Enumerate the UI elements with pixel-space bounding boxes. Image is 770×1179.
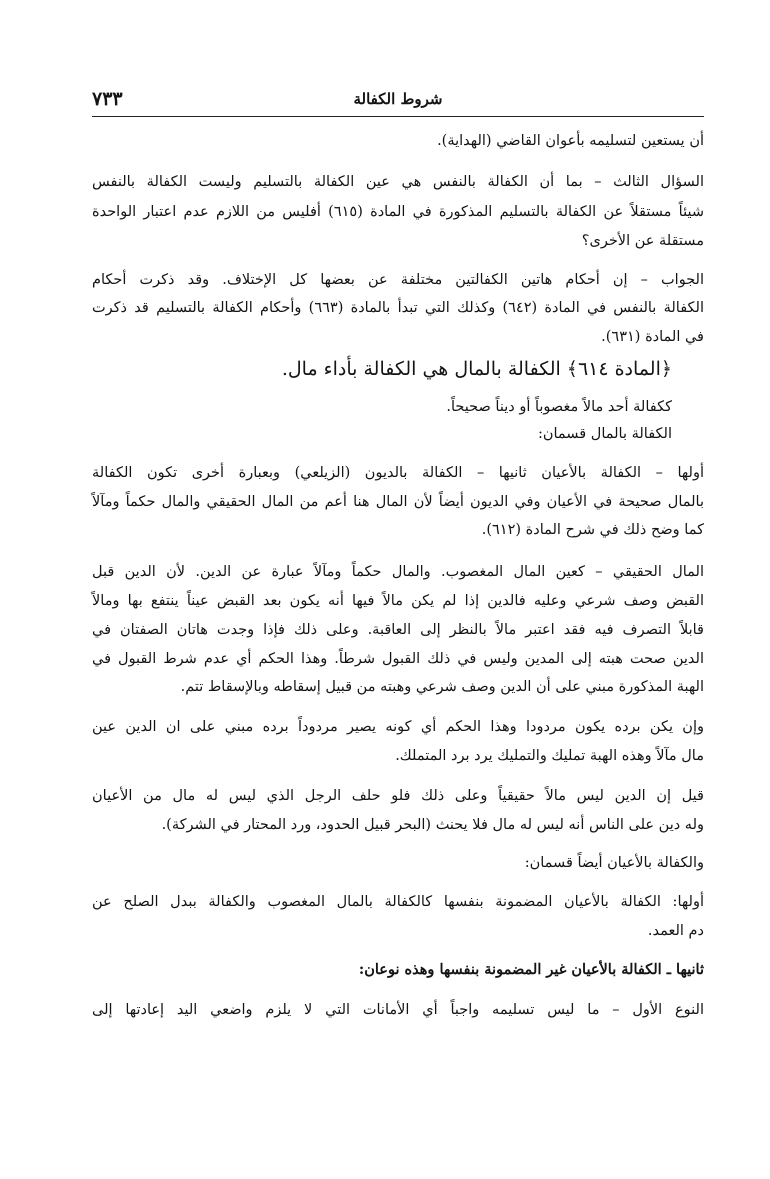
text-line: أن يستعين لتسليمه بأعوان القاضي (الهداية). [437, 133, 704, 149]
text-line: والكفالة بالأعيان أيضاً قسمان: [524, 855, 704, 871]
text-line: قيل إن الدين ليس مالاً حقيقياً وعلى ذلك فلو حلف الرجل الذي ليس له مال من الأعيان [92, 788, 704, 804]
text-line: قابلاً التصرف فيه فقد اعتبر مالاً بالنظر إلى العاقبة. وعلى ذلك فإذا وجدت هاتان الصفتان في [92, 622, 704, 638]
page-number: ٧٣٣ [92, 88, 123, 110]
text-line: أولها: الكفالة بالأعيان المضمونة بنفسها كالكفالة بالمال المغصوب والكفالة ببدل الصلح عن [92, 894, 704, 910]
text-line: مال مآلاً وهذه الهبة تمليك والتمليك يرد برد المتملك. [395, 748, 704, 764]
text-line: وله دين على الناس أنه ليس له مال فلا يحنث (البحر قبيل الحدود، ورد المحتار في الشركة). [161, 817, 704, 833]
text-line: الكفالة بالمال قسمان: [537, 426, 672, 442]
text-line: القبض وصف شرعي وعليه فالدين إذا لم يكن مالاً فيها أنه يكون بعد القبض عيناً ينتفع بها ومالاً [92, 593, 704, 609]
text-line: أولها – الكفالة بالأعيان ثانيها – الكفالة بالديون (الزيلعي) وبعبارة أخرى تكون الكفالة [92, 465, 704, 481]
text-line: وإن يكن برده يكون مردودا وهذا الحكم أي كونه يصير مردوداً برده مبني على ان الدين عين [92, 719, 704, 735]
text-line: ثانيها ـ الكفالة بالأعيان غير المضمونة بنفسها وهذه نوعان: [358, 961, 704, 978]
running-title: شروط الكفالة [353, 90, 443, 108]
text-line: بالمال صحيحة في الأعيان وفي الديون أيضاً لأن المال هنا أعم من المال الحقيقي والمال حكماً ومآلاً [92, 494, 704, 510]
text-line: دم العمد. [647, 923, 704, 939]
text-line: ككفالة أحد مالاً مغصوباً أو ديناً صحيحاً. [446, 399, 672, 415]
text-line: كما وضح ذلك في شرح المادة (٦١٢). [481, 522, 704, 538]
text-line: الكفالة بالنفس في المادة (٦٤٢) وكذلك التي تبدأ بالمادة (٦٦٣) وأحكام الكفالة بالتسليم قد ذكرت [92, 300, 704, 316]
text-line: السؤال الثالث – بما أن الكفالة بالنفس هي عين الكفالة بالتسليم وليست الكفالة بالنفس [92, 174, 704, 190]
text-line: الجواب – إن أحكام هاتين الكفالتين مختلفة عن بعضها كل الإختلاف. وقد ذكرت أحكام [92, 272, 704, 288]
text-line: شيئاً مستقلاً عن الكفالة بالتسليم المذكورة في المادة (٦١٥) أفليس من اللازم عدم اعتبار الواحدة [92, 204, 705, 220]
text-line: النوع الأول – ما ليس تسليمه واجباً أي الأمانات التي لا يلزم واضعي اليد إعادتها إلى [92, 1002, 704, 1018]
text-line: الهبة المذكورة مبني على أن الدين وصف شرعي وهبته من قبيل إسقاطه وبالإسقاط تتم. [180, 679, 704, 695]
text-line: مستقلة عن الأخرى؟ [581, 233, 704, 249]
text-line: المال الحقيقي – كعين المال المغصوب. والمال حكماً ومآلاً عبارة عن الدين. لأن الدين قبل [92, 564, 704, 580]
page-header [92, 86, 704, 117]
article-heading: ﴿المادة ٦١٤﴾ الكفالة بالمال هي الكفالة بأداء مال. [281, 358, 672, 380]
text-line: في المادة (٦٣١). [601, 329, 704, 345]
text-line: الدين صحت هبته إلى المدين وليس في ذلك القبول شرطاً. وهذا الحكم أي عدم شرط القبول في [92, 651, 704, 667]
